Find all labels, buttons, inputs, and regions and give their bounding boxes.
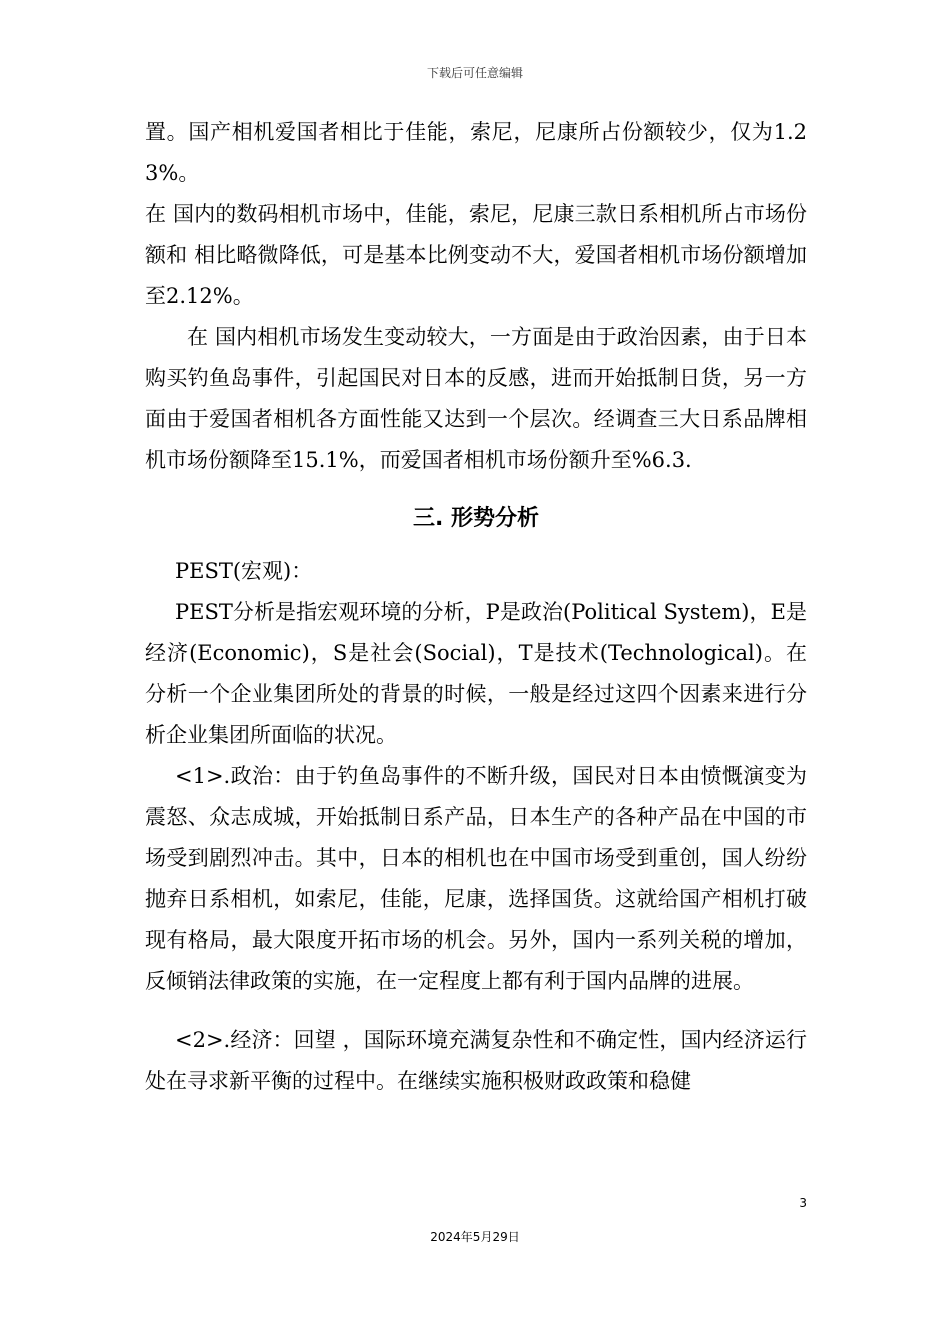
paragraph-economic: <2>.经济：回望 ，国际环境充满复杂性和不确定性，国内经济运行处在寻求新平衡的过程中。在继续实施积极财政政策和稳健 [145, 1028, 807, 1093]
paragraph-market-change: 在 国内相机市场发生变动较大，一方面是由于政治因素，由于日本购买钓鱼岛事件，引起国民对日本的反感，进而开始抵制日货，另一方面由于爱国者相机各方面性能又达到一个层次。经调查三大日系品牌相机市场份额降至15.1%，而爱国者相机市场份额升至%6.3. [145, 325, 807, 472]
paragraph-domestic-market: 在 国内的数码相机市场中，佳能，索尼，尼康三款日系相机所占市场份额和 相比略微降低，可是基本比例变动不大，爱国者相机市场份额增加至2.12%。 [145, 202, 807, 308]
document-body [145, 112, 807, 1102]
paragraph-political: <1>.政治：由于钓鱼岛事件的不断升级，国民对日本由愤慨演变为震怒、众志成城，开始抵制日系产品，日本生产的各种产品在中国的市场受到剧烈冲击。其中，日本的相机也在中国市场受到重创，国人纷纷抛弃日系相机，如索尼，佳能，尼康，选择国货。这就给国产相机打破现有格局，最大限度开拓市场的机会。另外，国内一系列关税的增加，反倾销法律政策的实施，在一定程度上都有利于国内品牌的进展。 [145, 764, 807, 993]
paragraph-market-share-intro: 置。国产相机爱国者相比于佳能，索尼，尼康所占份额较少，仅为1.23%。 [145, 120, 807, 185]
section-title-text: 三. 形势分析 [412, 506, 540, 531]
page-number: 3 [799, 1196, 807, 1210]
paragraph-pest-heading: PEST(宏观)： [175, 559, 313, 583]
page-footer-date: 2024年5月29日 [430, 1230, 520, 1244]
paragraph-pest-definition: PEST分析是指宏观环境的分析，P是政治(Political System)，E是经济(Economic)，S是社会(Social)，T是技术(Technological)。在分析一个企业集团所处的背景的时候，一般是经过这四个因素来进行分析企业集团所面临的状况。 [145, 600, 807, 747]
section-title [145, 499, 807, 539]
page-header: 下载后可任意编辑 [426, 66, 523, 80]
